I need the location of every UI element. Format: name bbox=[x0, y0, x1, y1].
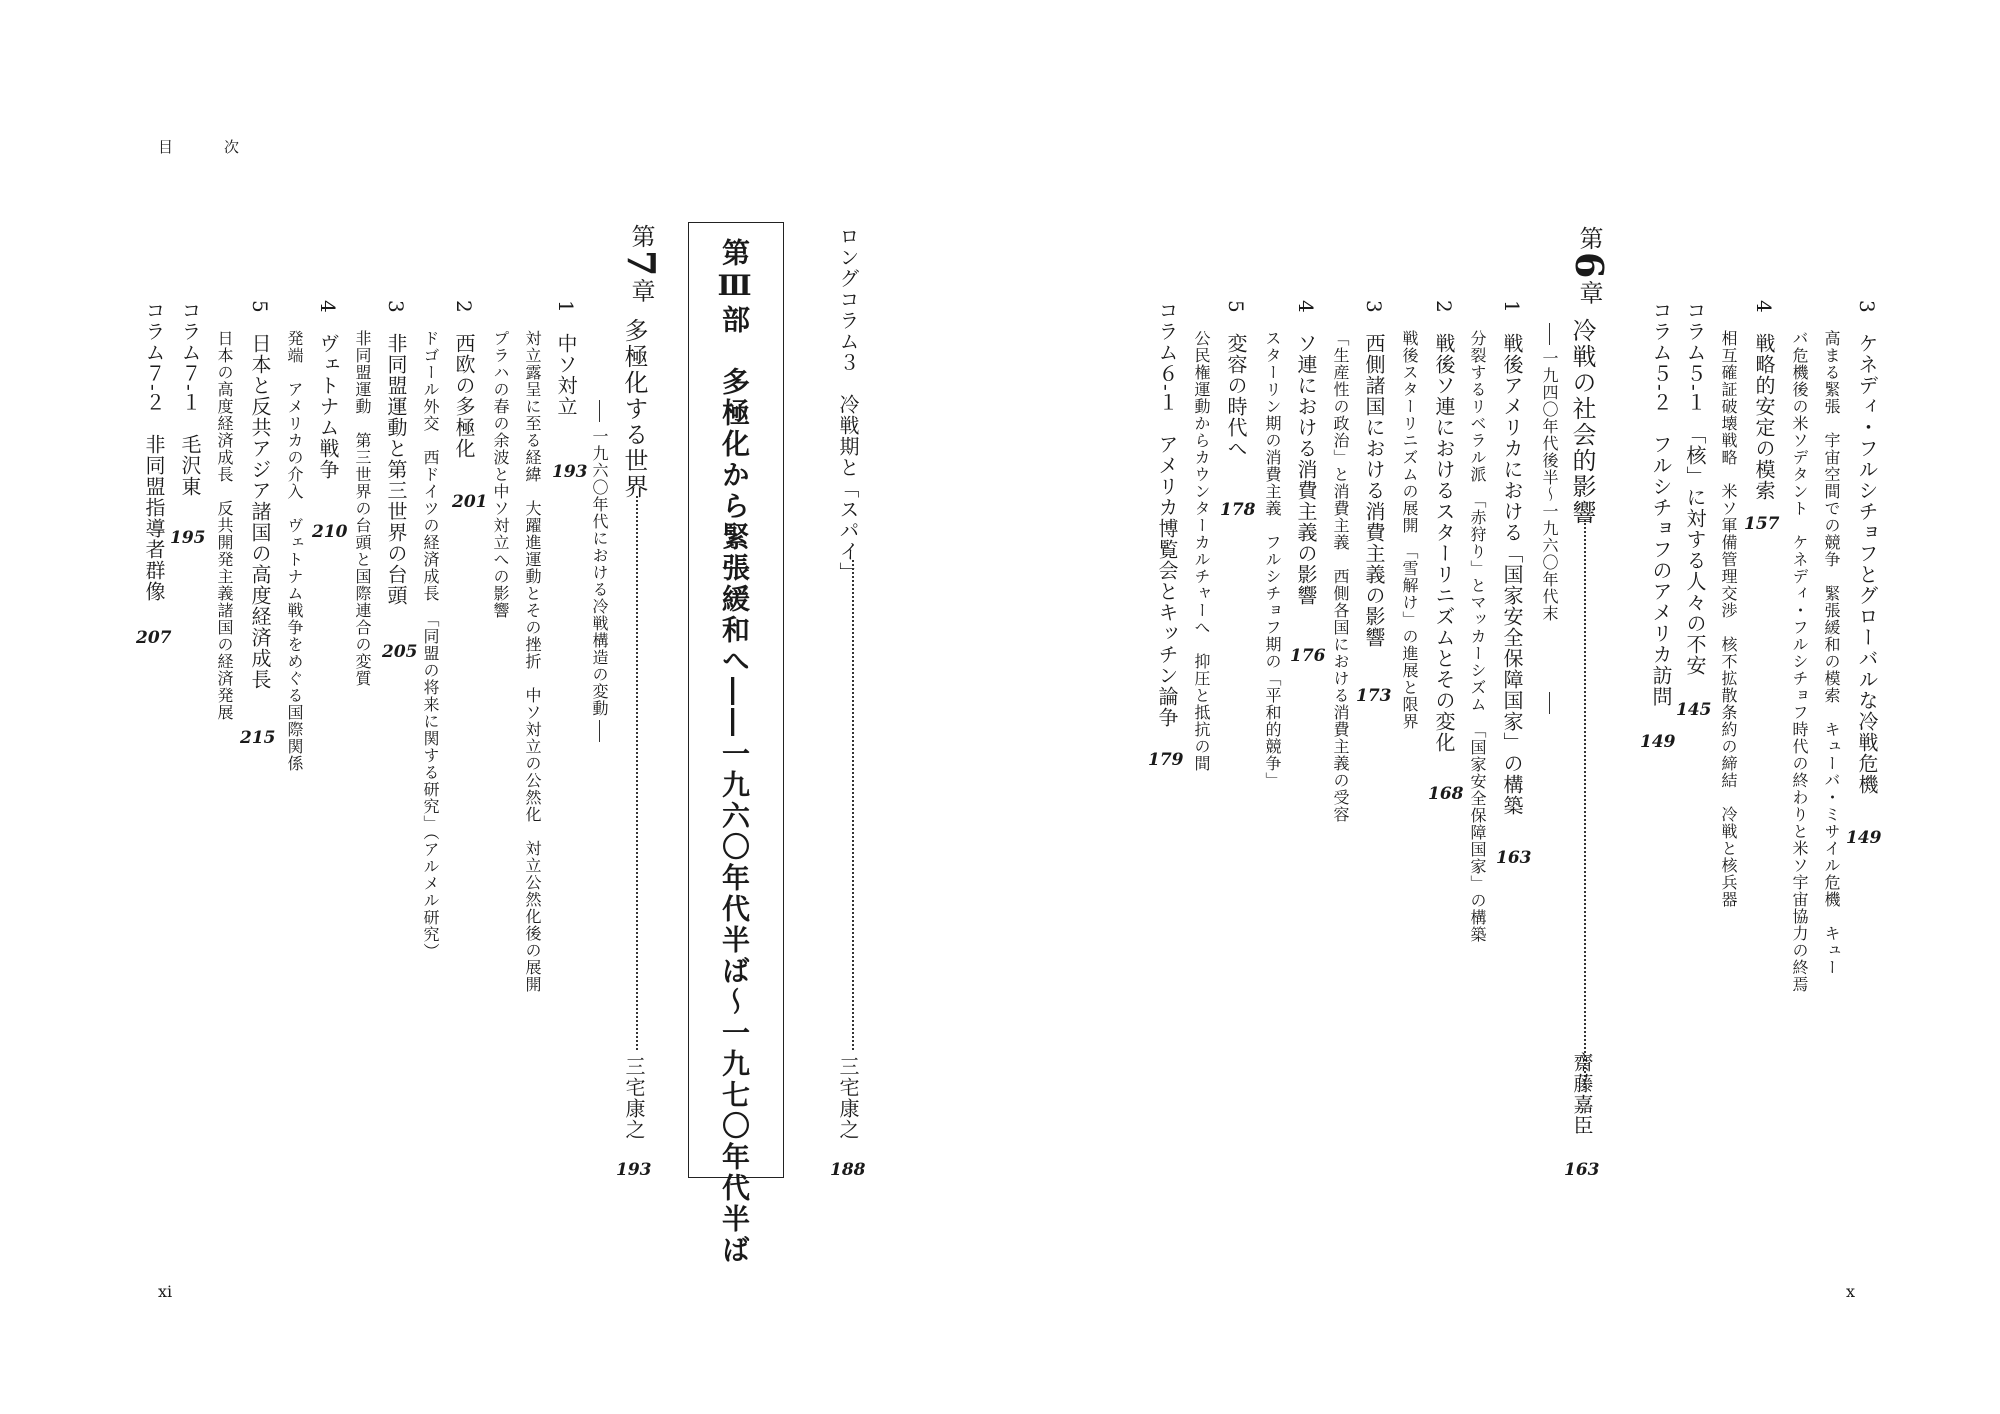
section-number: 3 bbox=[384, 300, 408, 313]
page-number: 149 bbox=[1846, 828, 1882, 848]
column-title: コラム５-２ フルシチョフのアメリカ訪問 bbox=[1649, 300, 1673, 707]
section-number: 5 bbox=[248, 300, 272, 313]
section-number: 4 bbox=[1294, 300, 1318, 313]
page-number: 210 bbox=[312, 522, 348, 542]
chapter-subtitle: 一九六〇年代における冷戦構造の変動 bbox=[590, 428, 609, 717]
folio-right: x bbox=[1846, 1282, 1856, 1301]
page-number: 163 bbox=[1564, 1160, 1600, 1180]
section-number: 1 bbox=[1500, 300, 1524, 313]
page-number: 179 bbox=[1148, 750, 1184, 770]
section-title: 戦略的安定の模索 bbox=[1752, 333, 1776, 501]
page-number: 149 bbox=[1640, 732, 1676, 752]
section-subtopics: 分裂するリベラル派 「赤狩り」とマッカーシズム 「国家安全保障国家」の構築 bbox=[1468, 330, 1487, 943]
section-title: 戦後アメリカにおける「国家安全保障国家」の構築 bbox=[1500, 333, 1524, 816]
section-number: 4 bbox=[1752, 300, 1776, 313]
section-subtopics: 相互確証破壊戦略 米ソ軍備管理交渉 核不拡散条約の締結 冷戦と核兵器 bbox=[1719, 330, 1738, 908]
section-subtopics: 日本の高度経済成長 反共開発主義諸国の経済発展 bbox=[215, 330, 234, 721]
section-subtopics: 発端 アメリカの介入 ヴェトナム戦争をめぐる国際関係 bbox=[285, 330, 304, 772]
section-title: 日本と反共アジア諸国の高度経済成長 bbox=[248, 333, 272, 690]
section-title: 変容の時代へ bbox=[1224, 333, 1248, 459]
section-subtopics: バ危機後の米ソデタント ケネディ・フルシチョフ時代の終わりと米ソ宇宙協力の終焉 bbox=[1790, 330, 1809, 993]
chapter-label-pre: 第 bbox=[627, 224, 655, 250]
column-title: コラム５-１ 「核」に対する人々の不安 bbox=[1683, 300, 1707, 676]
column-title: コラム６-１ アメリカ博覧会とキッチン論争 bbox=[1155, 300, 1179, 728]
subtitle-rule bbox=[599, 720, 600, 742]
leader-dots bbox=[636, 496, 638, 1050]
page-number: 215 bbox=[240, 728, 276, 748]
section-number: 3 bbox=[1362, 300, 1386, 313]
chapter-author: 三宅康之 bbox=[622, 1056, 646, 1140]
section-number: 5 bbox=[1224, 300, 1248, 313]
page-number: 173 bbox=[1356, 686, 1392, 706]
section-subtopics: 戦後スターリニズムの展開 「雪解け」の進展と限界 bbox=[1400, 330, 1419, 730]
chapter-author: 齋藤嘉臣 bbox=[1570, 1052, 1594, 1136]
leader-dots bbox=[1584, 520, 1586, 1088]
page-number: 207 bbox=[136, 628, 172, 648]
chapter-label-pre: 第 bbox=[1575, 226, 1603, 252]
page-number: 201 bbox=[452, 492, 488, 512]
section-title: 西側諸国における消費主義の影響 bbox=[1362, 333, 1386, 648]
page-number: 157 bbox=[1744, 514, 1780, 534]
section-subtopics: 公民権運動からカウンターカルチャーへ 抑圧と抵抗の間 bbox=[1192, 330, 1211, 772]
chapter-subtitle: 一九四〇年代後半～一九六〇年代末 bbox=[1540, 350, 1559, 622]
section-title: 中ソ対立 bbox=[554, 333, 578, 417]
long-column-author: 三宅康之 bbox=[836, 1056, 860, 1140]
section-title: ヴェトナム戦争 bbox=[316, 333, 340, 480]
chapter-number: 7 bbox=[619, 250, 664, 279]
section-subtopics: ドゴール外交 西ドイツの経済成長 「同盟の将来に関する研究」（アルメル研究） bbox=[421, 330, 440, 960]
section-number: 2 bbox=[1432, 300, 1456, 313]
section-subtopics: スターリン期の消費主義 フルシチョフ期の「平和的競争」 bbox=[1263, 330, 1282, 789]
section-subtopics: プラハの春の余波と中ソ対立への影響 bbox=[491, 330, 510, 619]
page-number: 193 bbox=[616, 1160, 652, 1180]
chapter-label bbox=[1567, 226, 1612, 307]
running-header: 目 次 bbox=[158, 138, 258, 156]
subtitle-rule bbox=[1549, 323, 1550, 345]
section-title: 戦後ソ連におけるスターリニズムとその変化 bbox=[1432, 333, 1456, 753]
section-subtopics: 非同盟運動 第三世界の台頭と国際連合の変質 bbox=[353, 330, 372, 687]
section-subtopics: 高まる緊張 宇宙空間での競争 緊張緩和の模索 キューバ・ミサイル危機 キュー bbox=[1822, 330, 1841, 976]
column-title: コラム７-１ 毛沢東 bbox=[178, 300, 202, 497]
chapter-title: 多極化する世界 bbox=[620, 318, 648, 500]
section-title: 非同盟運動と第三世界の台頭 bbox=[384, 333, 408, 606]
subtitle-rule bbox=[1549, 692, 1550, 714]
page-number: 188 bbox=[830, 1160, 866, 1180]
section-title: 西欧の多極化 bbox=[452, 333, 476, 459]
subtitle-rule bbox=[599, 400, 600, 422]
column-title: コラム７-２ 非同盟指導者群像 bbox=[142, 300, 166, 602]
section-number: 2 bbox=[452, 300, 476, 313]
section-number: 3 bbox=[1855, 300, 1879, 313]
page-number: 176 bbox=[1290, 646, 1326, 666]
long-column-title: ロングコラム３ 冷戦期と「スパイ」 bbox=[836, 226, 860, 583]
leader-dots bbox=[852, 560, 854, 1050]
page-number: 178 bbox=[1220, 500, 1256, 520]
page-number: 145 bbox=[1676, 700, 1712, 720]
page-number: 163 bbox=[1496, 848, 1532, 868]
chapter-number: 6 bbox=[1567, 252, 1612, 281]
section-title: ケネディ・フルシチョフとグローバルな冷戦危機 bbox=[1855, 333, 1879, 795]
chapter-title: 冷戦の社会的影響 bbox=[1568, 318, 1596, 526]
page-number: 168 bbox=[1428, 784, 1464, 804]
section-title: ソ連における消費主義の影響 bbox=[1294, 333, 1318, 606]
section-subtopics: 対立露呈に至る経緯 大躍進運動とその挫折 中ソ対立の公然化 対立公然化後の展開 bbox=[523, 330, 542, 993]
page-number: 195 bbox=[170, 528, 206, 548]
section-number: 4 bbox=[316, 300, 340, 313]
page-number: 193 bbox=[552, 462, 588, 482]
chapter-label bbox=[619, 224, 664, 305]
chapter-label-post: 章 bbox=[627, 278, 655, 305]
section-subtopics: 「生産性の政治」と消費主義 西側各国における消費主義の受容 bbox=[1331, 330, 1350, 823]
section-number: 1 bbox=[554, 300, 578, 313]
folio-left: xi bbox=[158, 1282, 173, 1301]
page-number: 205 bbox=[382, 642, 418, 662]
chapter-label-post: 章 bbox=[1575, 280, 1603, 307]
part-title: 第Ⅲ部 多極化から緊張緩和へ――一九六〇年代半ば～一九七〇年代半ば bbox=[718, 238, 751, 1266]
